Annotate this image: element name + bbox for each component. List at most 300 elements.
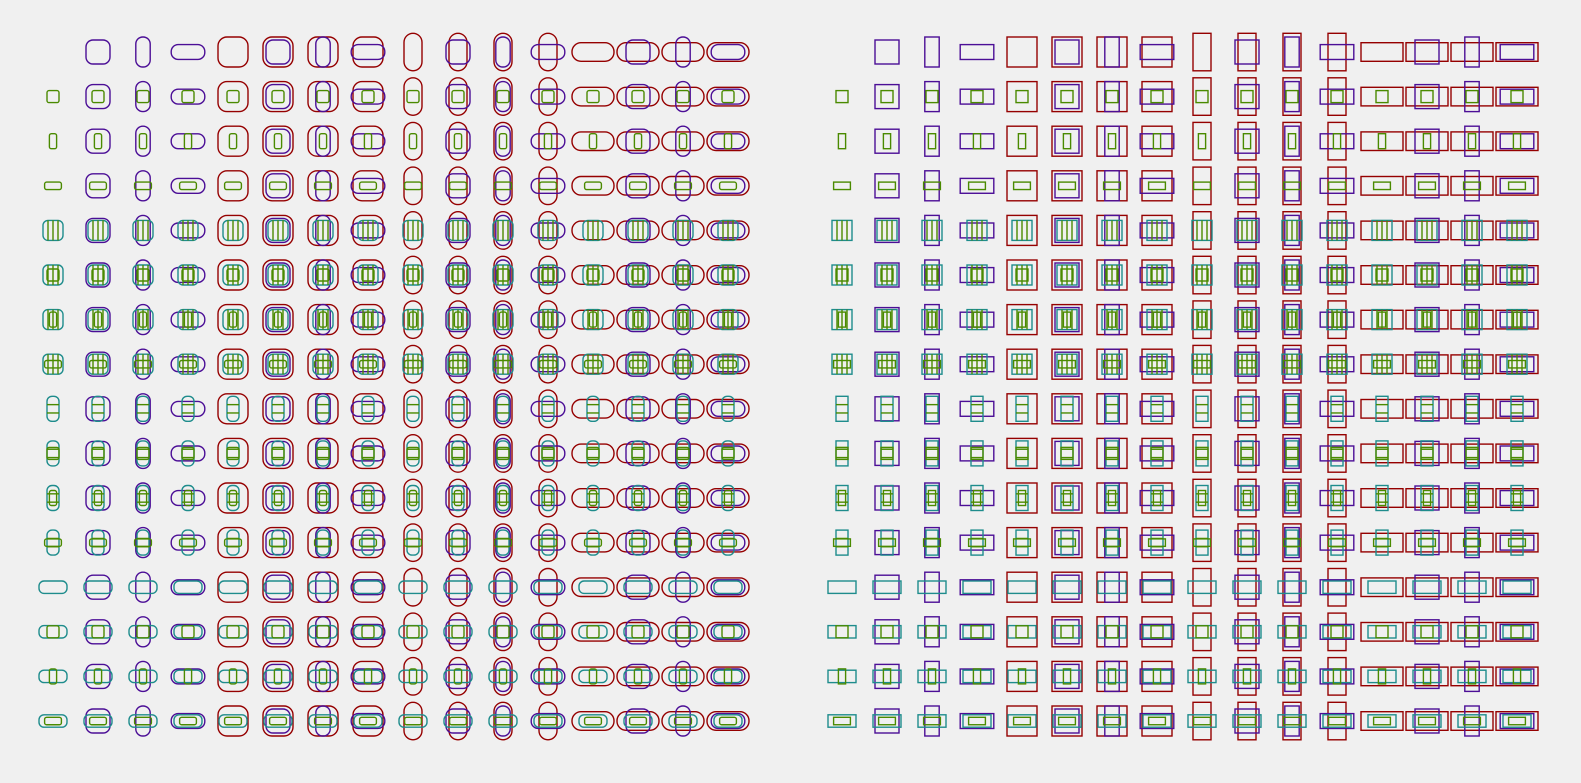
grid-cell xyxy=(1282,256,1302,294)
grid-cell xyxy=(1193,122,1211,159)
red-frame xyxy=(494,658,512,696)
grid-cell xyxy=(45,530,62,555)
purple-frame xyxy=(266,129,290,153)
grid-cell xyxy=(1361,220,1403,240)
grid-cell xyxy=(86,129,110,153)
green-frame xyxy=(1509,717,1526,724)
red-frame xyxy=(1097,617,1127,647)
purple-frame xyxy=(1415,575,1439,599)
green-frame xyxy=(587,626,599,638)
green-frame xyxy=(836,626,848,638)
red-frame xyxy=(1361,43,1403,62)
teal-frame xyxy=(354,626,382,638)
grid-cell xyxy=(1361,667,1403,686)
grid-cell xyxy=(662,572,704,602)
green-frame xyxy=(184,491,191,506)
purple-frame xyxy=(266,397,290,421)
green-frame xyxy=(1194,182,1211,189)
grid-cell xyxy=(39,715,67,727)
grid-cell xyxy=(218,483,248,513)
teal-frame xyxy=(1016,396,1028,421)
grid-cell xyxy=(171,580,205,595)
green-frame xyxy=(1241,91,1253,103)
red-frame xyxy=(1496,400,1538,419)
green-frame xyxy=(319,134,326,149)
grid-cell xyxy=(404,524,422,562)
purple-frame xyxy=(1465,528,1479,558)
grid-cell xyxy=(531,212,565,250)
green-frame xyxy=(180,717,197,724)
purple-frame xyxy=(1500,89,1534,104)
teal-frame xyxy=(444,581,472,593)
green-frame xyxy=(1018,491,1025,506)
green-frame xyxy=(1374,717,1391,724)
green-frame xyxy=(1153,669,1160,684)
teal-frame xyxy=(227,530,239,555)
purple-frame xyxy=(496,617,510,647)
teal-frame xyxy=(1286,441,1298,466)
grid-cell xyxy=(960,265,994,285)
purple-frame xyxy=(875,575,899,599)
purple-frame xyxy=(1055,486,1079,510)
red-frame xyxy=(494,122,512,159)
green-frame xyxy=(452,91,464,103)
green-frame xyxy=(630,717,647,724)
grid-cell xyxy=(875,308,899,332)
grid-cell xyxy=(263,394,293,424)
purple-frame xyxy=(86,397,110,421)
red-frame xyxy=(1142,171,1172,201)
green-frame xyxy=(1374,182,1391,189)
teal-frame xyxy=(137,530,149,555)
grid-cell xyxy=(662,661,704,691)
purple-frame xyxy=(1105,483,1119,513)
teal-frame xyxy=(182,530,194,555)
green-frame xyxy=(722,626,734,638)
teal-frame xyxy=(926,396,938,421)
grid-cell xyxy=(617,129,659,153)
red-frame xyxy=(1406,132,1448,151)
grid-cell xyxy=(1052,82,1082,112)
teal-frame xyxy=(92,396,104,421)
green-frame xyxy=(1016,91,1028,103)
grid-cell xyxy=(1496,396,1538,421)
grid-cell xyxy=(1140,305,1174,335)
teal-frame xyxy=(1098,626,1126,638)
grid-cell xyxy=(1193,390,1211,428)
grid-cell xyxy=(218,37,248,67)
teal-frame xyxy=(1503,670,1531,682)
grid-cell xyxy=(832,310,852,330)
red-frame xyxy=(1283,33,1301,71)
grid-cell xyxy=(351,528,385,558)
grid-cell xyxy=(47,91,59,103)
teal-frame xyxy=(1188,670,1216,682)
teal-frame xyxy=(452,441,464,466)
green-frame xyxy=(1108,669,1115,684)
teal-frame xyxy=(1278,581,1306,593)
purple-frame xyxy=(1055,575,1079,599)
grid-cell xyxy=(403,212,423,250)
red-frame xyxy=(1142,528,1172,558)
green-frame xyxy=(1149,182,1166,189)
red-frame xyxy=(1193,702,1211,740)
teal-frame xyxy=(39,626,67,638)
purple-frame xyxy=(266,40,290,64)
green-frame xyxy=(1331,626,1343,638)
grid-cell xyxy=(1451,171,1493,201)
red-frame xyxy=(404,33,422,71)
grid-cell xyxy=(1052,394,1082,424)
teal-frame xyxy=(219,626,247,638)
teal-frame xyxy=(272,530,284,555)
teal-frame xyxy=(362,441,374,466)
green-frame xyxy=(544,669,551,684)
red-frame xyxy=(218,126,248,156)
grid-cell xyxy=(494,122,512,159)
grid-cell xyxy=(494,33,512,71)
grid-cell xyxy=(308,37,338,67)
purple-frame xyxy=(316,706,330,736)
teal-frame xyxy=(309,581,337,593)
grid-cell xyxy=(617,352,659,376)
red-frame xyxy=(353,438,383,468)
red-frame xyxy=(1283,167,1301,205)
grid-cell xyxy=(218,528,248,558)
grid-cell xyxy=(531,122,565,159)
grid-cell xyxy=(572,132,614,151)
red-frame xyxy=(218,171,248,201)
teal-frame xyxy=(92,441,104,466)
red-frame xyxy=(1142,394,1172,424)
grid-cell xyxy=(493,301,513,339)
teal-frame xyxy=(534,670,562,682)
grid-cell xyxy=(1235,345,1259,383)
red-frame xyxy=(308,572,338,602)
grid-cell xyxy=(918,572,946,602)
grid-cell xyxy=(263,617,293,647)
grid-cell xyxy=(444,569,472,607)
teal-frame xyxy=(971,441,983,466)
purple-frame xyxy=(711,446,745,461)
purple-frame xyxy=(925,37,939,67)
grid-cell xyxy=(662,215,704,245)
grid-cell xyxy=(531,569,565,607)
grid-cell xyxy=(662,438,704,468)
purple-frame xyxy=(351,491,385,506)
grid-cell xyxy=(171,45,205,60)
green-frame xyxy=(924,717,941,724)
green-frame xyxy=(317,626,329,638)
grid-cell xyxy=(707,43,749,62)
grid-cell xyxy=(1282,301,1302,339)
grid-cell xyxy=(707,265,749,285)
red-frame xyxy=(404,167,422,205)
purple-frame xyxy=(1285,706,1299,736)
grid-cell xyxy=(572,87,614,106)
green-frame xyxy=(971,91,983,103)
grid-cell xyxy=(836,396,848,421)
purple-frame xyxy=(496,82,510,112)
grid-cell xyxy=(1192,256,1212,294)
grid-cell xyxy=(1052,438,1082,468)
purple-frame xyxy=(351,45,385,60)
grid-cell xyxy=(1097,126,1127,156)
teal-frame xyxy=(828,670,856,682)
grid-cell xyxy=(1406,530,1448,555)
grid-cell xyxy=(263,126,293,156)
grid-cell xyxy=(1496,441,1538,466)
purple-frame xyxy=(316,661,330,691)
grid-cell xyxy=(171,669,205,684)
red-frame xyxy=(263,82,293,112)
teal-frame xyxy=(669,626,697,638)
teal-frame xyxy=(227,441,239,466)
teal-frame xyxy=(399,626,427,638)
grid-cell xyxy=(918,706,946,736)
green-frame xyxy=(1018,134,1025,149)
grid-cell xyxy=(1282,345,1302,383)
purple-frame xyxy=(676,572,690,602)
purple-frame xyxy=(960,401,994,416)
grid-cell xyxy=(1361,578,1403,597)
teal-frame xyxy=(407,441,419,466)
red-frame xyxy=(1052,171,1082,201)
grid-cell xyxy=(218,349,248,379)
red-frame xyxy=(449,167,467,205)
grid-cell xyxy=(1140,349,1174,379)
green-frame xyxy=(49,491,56,506)
teal-frame xyxy=(1196,396,1208,421)
green-frame xyxy=(1016,626,1028,638)
green-frame xyxy=(272,626,284,638)
grid-cell xyxy=(263,438,293,468)
grid-cell xyxy=(617,486,659,511)
grid-cell xyxy=(1188,658,1216,696)
grid-cell xyxy=(1007,661,1037,691)
purple-frame xyxy=(875,129,899,153)
purple-frame xyxy=(925,706,939,736)
grid-cell xyxy=(1007,82,1037,112)
teal-frame xyxy=(272,441,284,466)
teal-frame xyxy=(1008,626,1036,638)
teal-frame xyxy=(227,396,239,421)
grid-cell xyxy=(1007,483,1037,513)
grid-cell xyxy=(707,87,749,106)
teal-frame xyxy=(317,396,329,421)
grid-cell xyxy=(47,441,59,466)
purple-frame xyxy=(960,89,994,104)
red-frame xyxy=(1328,33,1346,71)
teal-frame xyxy=(1098,670,1126,682)
red-frame xyxy=(1052,572,1082,602)
grid-cell xyxy=(707,396,749,421)
green-frame xyxy=(274,134,281,149)
red-frame xyxy=(1142,82,1172,112)
grid-cell xyxy=(1278,658,1306,696)
grid-cell xyxy=(1140,126,1174,156)
grid-cell xyxy=(1361,396,1403,421)
red-frame xyxy=(1097,394,1127,424)
grid-cell xyxy=(1451,394,1493,424)
green-frame xyxy=(1509,182,1526,189)
purple-frame xyxy=(1320,580,1354,595)
purple-frame xyxy=(1105,171,1119,201)
green-frame xyxy=(679,491,686,506)
green-frame xyxy=(677,91,689,103)
purple-frame xyxy=(1500,669,1534,684)
red-frame xyxy=(1007,438,1037,468)
grid-cell xyxy=(351,82,385,112)
teal-frame xyxy=(264,626,292,638)
green-frame xyxy=(1329,182,1346,189)
green-frame xyxy=(499,134,506,149)
grid-cell xyxy=(404,78,422,116)
purple-frame xyxy=(1285,572,1299,602)
green-frame xyxy=(675,182,692,189)
red-frame xyxy=(1238,33,1256,71)
teal-frame xyxy=(836,441,848,466)
grid-cell xyxy=(133,349,153,379)
grid-cell xyxy=(1496,712,1538,731)
purple-frame xyxy=(1500,580,1534,595)
green-frame xyxy=(1421,91,1433,103)
green-frame xyxy=(1419,182,1436,189)
green-frame xyxy=(632,626,644,638)
green-frame xyxy=(1421,626,1433,638)
grid-cell xyxy=(403,301,423,339)
grid-cell xyxy=(1007,438,1037,468)
purple-frame xyxy=(86,85,110,109)
red-frame xyxy=(1052,126,1082,156)
green-frame xyxy=(1063,669,1070,684)
teal-frame xyxy=(963,581,991,593)
grid-cell xyxy=(960,134,994,149)
grid-cell xyxy=(218,617,248,647)
grid-cell xyxy=(1052,305,1082,335)
green-frame xyxy=(926,91,938,103)
green-frame xyxy=(139,669,146,684)
teal-frame xyxy=(1143,581,1171,593)
grid-cell xyxy=(494,167,512,205)
purple-frame xyxy=(960,535,994,550)
grid-cell xyxy=(218,572,248,602)
grid-cell xyxy=(1233,702,1261,740)
grid-cell xyxy=(43,220,63,240)
grid-cell xyxy=(351,394,385,424)
grid-cell xyxy=(1361,712,1403,731)
grid-cell xyxy=(1496,530,1538,555)
grid-cell xyxy=(1283,167,1301,205)
grid-cell xyxy=(873,575,901,599)
grid-cell xyxy=(662,260,704,290)
grid-cell xyxy=(1097,438,1127,468)
red-frame xyxy=(353,394,383,424)
grid-cell xyxy=(707,486,749,511)
purple-frame xyxy=(1105,82,1119,112)
red-frame xyxy=(572,533,614,552)
grid-cell xyxy=(136,483,150,513)
grid-cell xyxy=(1140,171,1174,201)
grid-cell xyxy=(1233,613,1261,651)
green-frame xyxy=(272,91,284,103)
grid-cell xyxy=(129,572,157,602)
green-frame xyxy=(1378,669,1385,684)
grid-cell xyxy=(446,33,470,71)
purple-frame xyxy=(676,37,690,67)
red-frame xyxy=(1283,569,1301,607)
grid-cell xyxy=(1451,349,1493,379)
grid-cell xyxy=(136,82,150,112)
grid-cell xyxy=(828,581,856,593)
teal-frame xyxy=(836,530,848,555)
purple-frame xyxy=(711,491,745,506)
red-frame xyxy=(662,489,704,508)
grid-cell xyxy=(133,215,153,245)
grid-cell xyxy=(403,256,423,294)
red-frame xyxy=(263,706,293,736)
red-frame xyxy=(449,569,467,607)
green-frame xyxy=(838,491,845,506)
grid-cell xyxy=(960,669,994,684)
grid-cell xyxy=(39,581,67,593)
green-frame xyxy=(542,91,554,103)
grid-cell xyxy=(1320,167,1354,205)
grid-cell xyxy=(446,479,470,517)
grid-cell xyxy=(1235,301,1259,339)
teal-frame xyxy=(1323,626,1351,638)
grid-cell xyxy=(662,349,704,379)
grid-cell xyxy=(493,256,513,294)
grid-cell xyxy=(531,167,565,205)
red-frame xyxy=(1097,528,1127,558)
purple-frame xyxy=(1465,438,1479,468)
red-frame xyxy=(1283,658,1301,696)
green-frame xyxy=(270,182,287,189)
red-frame xyxy=(1052,617,1082,647)
grid-cell xyxy=(1052,349,1082,379)
purple-frame xyxy=(531,178,565,193)
purple-frame xyxy=(1415,441,1439,465)
green-frame xyxy=(836,91,848,103)
grid-cell xyxy=(1451,706,1493,736)
green-frame xyxy=(540,717,557,724)
purple-frame xyxy=(1105,617,1119,647)
green-frame xyxy=(1194,717,1211,724)
teal-frame xyxy=(1016,441,1028,466)
green-frame xyxy=(834,182,851,189)
grid-cell xyxy=(617,263,659,287)
green-frame xyxy=(1288,669,1295,684)
green-frame xyxy=(319,491,326,506)
purple-frame xyxy=(925,126,939,156)
grid-cell xyxy=(86,263,110,287)
grid-cell xyxy=(351,483,385,513)
grid-cell xyxy=(1193,167,1211,205)
red-frame xyxy=(1193,33,1211,71)
grid-cell xyxy=(1140,37,1174,67)
purple-frame xyxy=(1105,126,1119,156)
grid-cell xyxy=(875,218,899,242)
grid-cell xyxy=(1097,82,1127,112)
grid-cell xyxy=(86,85,110,109)
grid-cell xyxy=(308,171,338,201)
grid-cell xyxy=(925,438,939,468)
teal-frame xyxy=(182,396,194,421)
red-frame xyxy=(707,177,749,196)
grid-cell xyxy=(1140,706,1174,736)
grid-cell xyxy=(489,569,517,607)
